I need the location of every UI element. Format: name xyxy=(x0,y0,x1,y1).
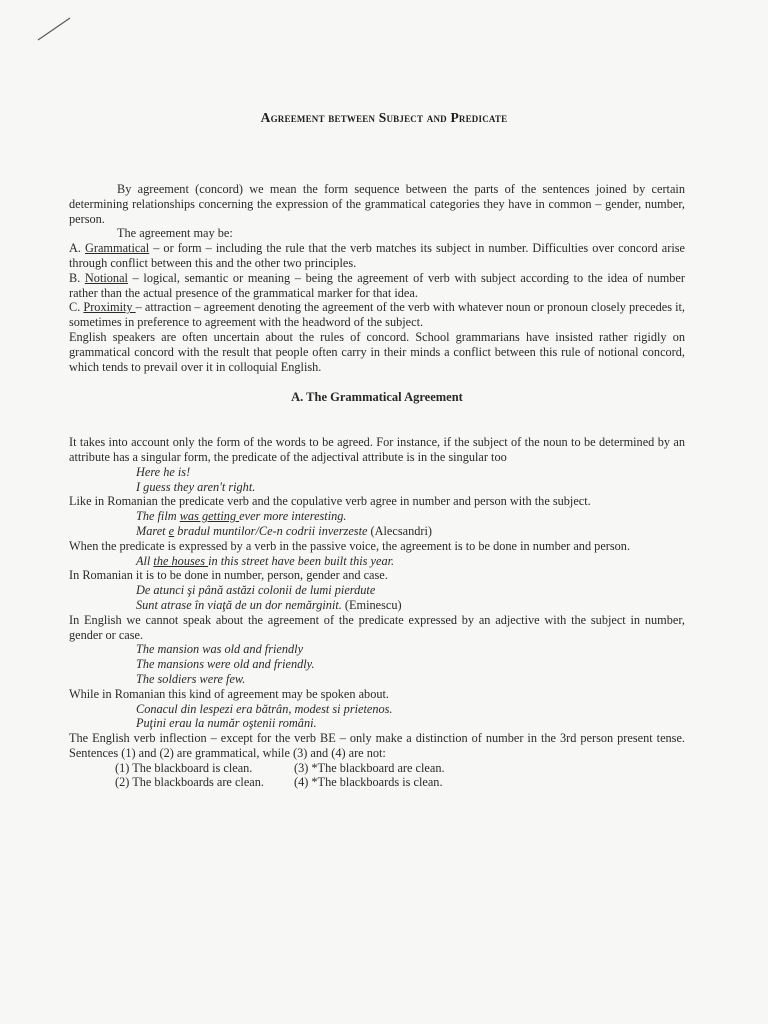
principle-proximity xyxy=(69,300,685,330)
example-sentence: De atunci şi până astăzi colonii de lumi pierdute xyxy=(136,583,376,598)
principle-grammatical xyxy=(69,241,685,271)
example-sentence: Here he is! xyxy=(136,464,191,479)
pen-mark-icon xyxy=(36,16,72,42)
example-sentence xyxy=(69,554,685,569)
example-sentence: I guess they aren't right. xyxy=(136,479,256,494)
example-sentence xyxy=(69,524,685,539)
example-sentence: The mansions were old and friendly. xyxy=(136,657,315,672)
example-underlined: was getting xyxy=(179,509,240,524)
document-body xyxy=(69,182,685,790)
example-sentence: The soldiers were few. xyxy=(136,671,246,686)
example-text: bradul muntilor/Ce-n codrii inverzeste xyxy=(174,523,368,538)
principle-term: Grammatical xyxy=(85,241,150,256)
principle-text: – attraction – agreement denoting the agreement of the verb with whatever noun or pronoun closely precedes it, sometimes in preference to agreement with the headword of the subject. xyxy=(69,300,685,330)
body-paragraph: While in Romanian this kind of agreement may be spoken about. xyxy=(69,686,389,701)
example-text: The film xyxy=(136,509,180,524)
example-source: (Eminescu) xyxy=(341,597,402,612)
example-underlined: the houses xyxy=(153,553,209,568)
body-paragraph: The English verb inflection – except for the verb BE – only make a distinction of number in the 3rd person present tense. Sentences (1) and (2) are grammatical, while (3) and (4) are not: xyxy=(69,731,685,760)
principle-prefix: B. xyxy=(69,270,85,285)
example-sentence xyxy=(69,509,685,524)
section-heading: A. The Grammatical Agreement xyxy=(291,390,463,405)
example-sentence: Puţini erau la număr oştenii români. xyxy=(136,716,317,731)
principle-prefix: A. xyxy=(69,241,85,256)
numbered-sentence: (2) The blackboards are clean. xyxy=(115,775,264,790)
example-text: Maret xyxy=(136,523,169,538)
numbered-sentence: (3) *The blackboard are clean. xyxy=(294,760,445,775)
body-paragraph: In English we cannot speak about the agreement of the predicate expressed by an adjective with the subject in number, gender or case. xyxy=(69,612,685,642)
body-paragraph: It takes into account only the form of the words to be agreed. For instance, if the subject of the noun to be determined by an attribute has a singular form, the predicate of the adjectival attribute is in the singular too xyxy=(69,435,685,464)
numbered-sentence: (1) The blackboard is clean. xyxy=(115,760,253,775)
intro-paragraph: The agreement may be: xyxy=(117,226,233,241)
body-paragraph: Like in Romanian the predicate verb and the copulative verb agree in number and person with the subject. xyxy=(69,494,591,509)
principle-text: – or form – including the rule that the verb matches its subject in number. Difficulties over concord arise through conflict between this and the other two principles. xyxy=(69,241,685,270)
example-sentence: The mansion was old and friendly xyxy=(136,642,304,657)
intro-paragraph: By agreement (concord) we mean the form sequence between the parts of the sentences joined by certain determining relationships concerning the expression of the grammatical categories they have in common – gender, number, person. xyxy=(69,182,685,226)
numbered-sentence: (4) *The blackboards is clean. xyxy=(294,775,443,790)
example-underlined: e xyxy=(168,523,175,538)
example-text: ever more interesting. xyxy=(239,509,347,524)
numbered-sentence-row xyxy=(69,761,685,776)
numbered-sentence-row xyxy=(69,775,685,790)
example-source: (Alecsandri) xyxy=(367,523,432,538)
example-sentence: Conacul din lespezi era bătrân, modest si prietenos. xyxy=(136,701,393,716)
principle-prefix: C. xyxy=(69,300,84,315)
principle-term: Proximity xyxy=(83,300,136,315)
principle-text: – logical, semantic or meaning – being the agreement of verb with subject according to the idea of number rather than the actual presence of the grammatical marker for that idea. xyxy=(69,270,685,300)
example-text: in this street have been built this year. xyxy=(208,553,395,568)
page-title: Agreement between Subject and Predicate xyxy=(260,110,508,125)
example-sentence xyxy=(69,598,685,613)
body-paragraph: When the predicate is expressed by a verb in the passive voice, the agreement is to be done in number and person. xyxy=(69,538,631,553)
body-paragraph: In Romanian it is to be done in number, person, gender and case. xyxy=(69,568,388,583)
intro-paragraph: English speakers are often uncertain about the rules of concord. School grammarians have insisted rather rigidly on grammatical concord with the result that people often carry in their minds a conflict between this rule of notional concord, which tends to prevail over it in colloquial English. xyxy=(69,329,685,374)
example-text: Sunt atrase în viaţă de un dor nemărginit. xyxy=(136,597,342,612)
principle-term: Notional xyxy=(84,270,128,285)
example-text: All xyxy=(136,553,154,568)
principle-notional xyxy=(69,271,685,301)
